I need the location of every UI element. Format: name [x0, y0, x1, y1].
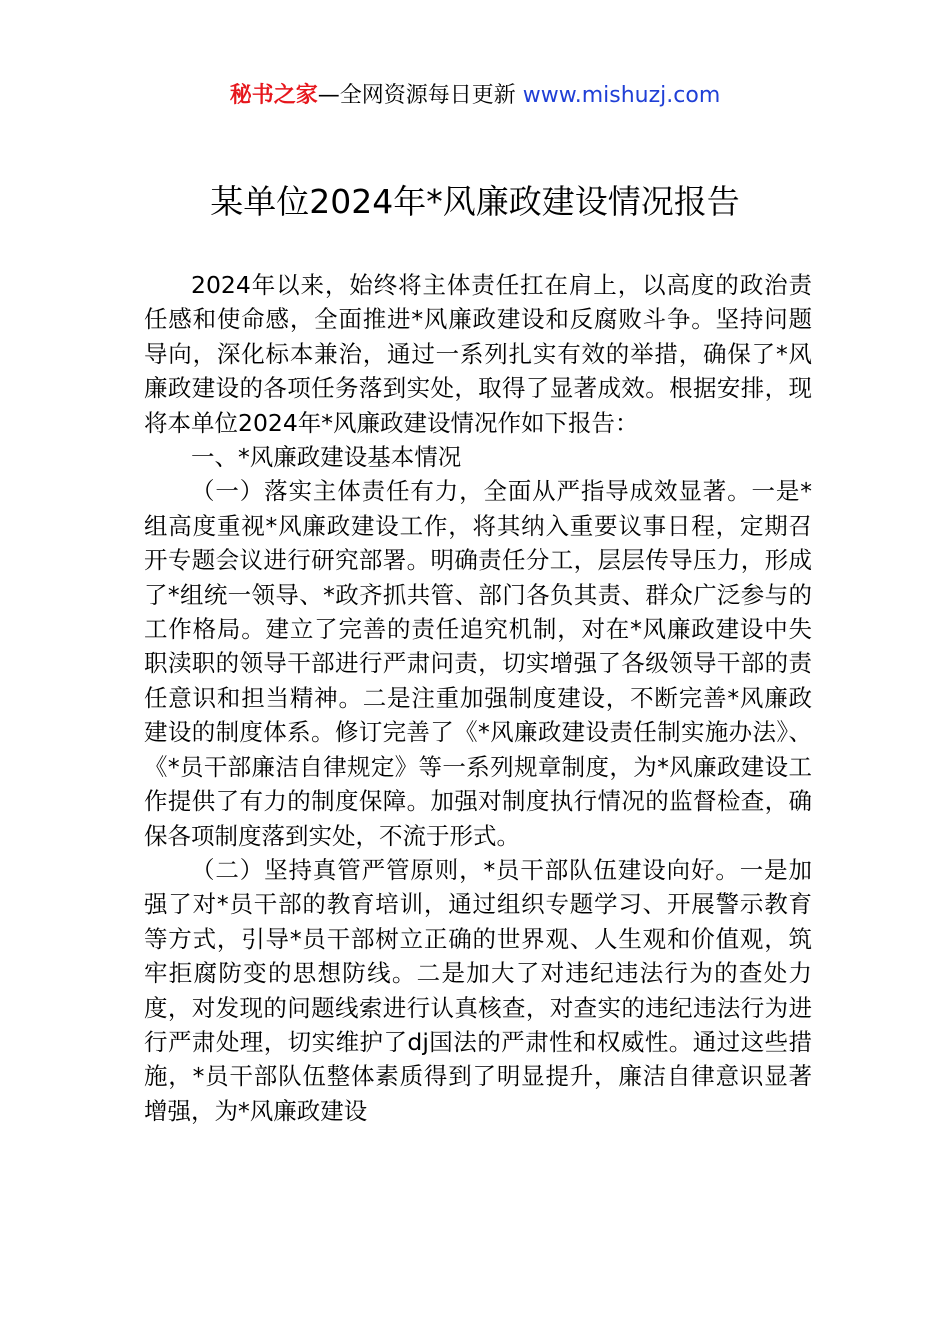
body-paragraph-1: （一）落实主体责任有力，全面从严指导成效显著。一是*组高度重视*风廉政建设工作，将其纳入重要议事日程，定期召开专题会议进行研究部署。明确责任分工，层层传导压力，形成了*组统一领导、*政齐抓共管、部门各负其责、群众广泛参与的工作格局。建立了完善的责任追究机制，对在*风廉政建设中失职渎职的领导干部进行严肃问责，切实增强了各级领导干部的责任意识和担当精神。二是注重加强制度建设，不断完善*风廉政建设的制度体系。修订完善了《*风廉政建设责任制实施办法》、《*员干部廉洁自律规定》等一系列规章制度，为*风廉政建设工作提供了有力的制度保障。加强对制度执行情况的监督检查，确保各项制度落到实处，不流于形式。 [144, 477, 812, 850]
document-title: 某单位2024年*风廉政建设情况报告 [210, 182, 740, 221]
site-header [0, 80, 950, 112]
site-brand: 秘书之家 [229, 83, 318, 108]
site-url-link[interactable]: www.mishuzj.com [522, 83, 721, 108]
section-heading: 一、*风廉政建设基本情况 [191, 443, 462, 472]
document-body [144, 268, 812, 1128]
intro-paragraph: 2024年以来，始终将主体责任扛在肩上，以高度的政治责任感和使命感，全面推进*风廉政建设和反腐败斗争。坚持问题导向，深化标本兼治，通过一系列扎实有效的举措，确保了*风廉政建设的各项任务落到实处，取得了显著成效。根据安排，现将本单位2024年*风廉政建设情况作如下报告： [144, 271, 812, 437]
body-paragraph-2: （二）坚持真管严管原则，*员干部队伍建设向好。一是加强了对*员干部的教育培训，通过组织专题学习、开展警示教育等方式，引导*员干部树立正确的世界观、人生观和价值观，筑牢拒腐防变的思想防线。二是加大了对违纪违法行为的查处力度，对发现的问题线索进行认真核查，对查实的违纪违法行为进行严肃处理，切实维护了dj国法的严肃性和权威性。通过这些措施，*员干部队伍整体素质得到了明显提升，廉洁自律意识显著增强，为*风廉政建设 [144, 855, 812, 1125]
site-tagline: —全网资源每日更新 [317, 83, 516, 108]
